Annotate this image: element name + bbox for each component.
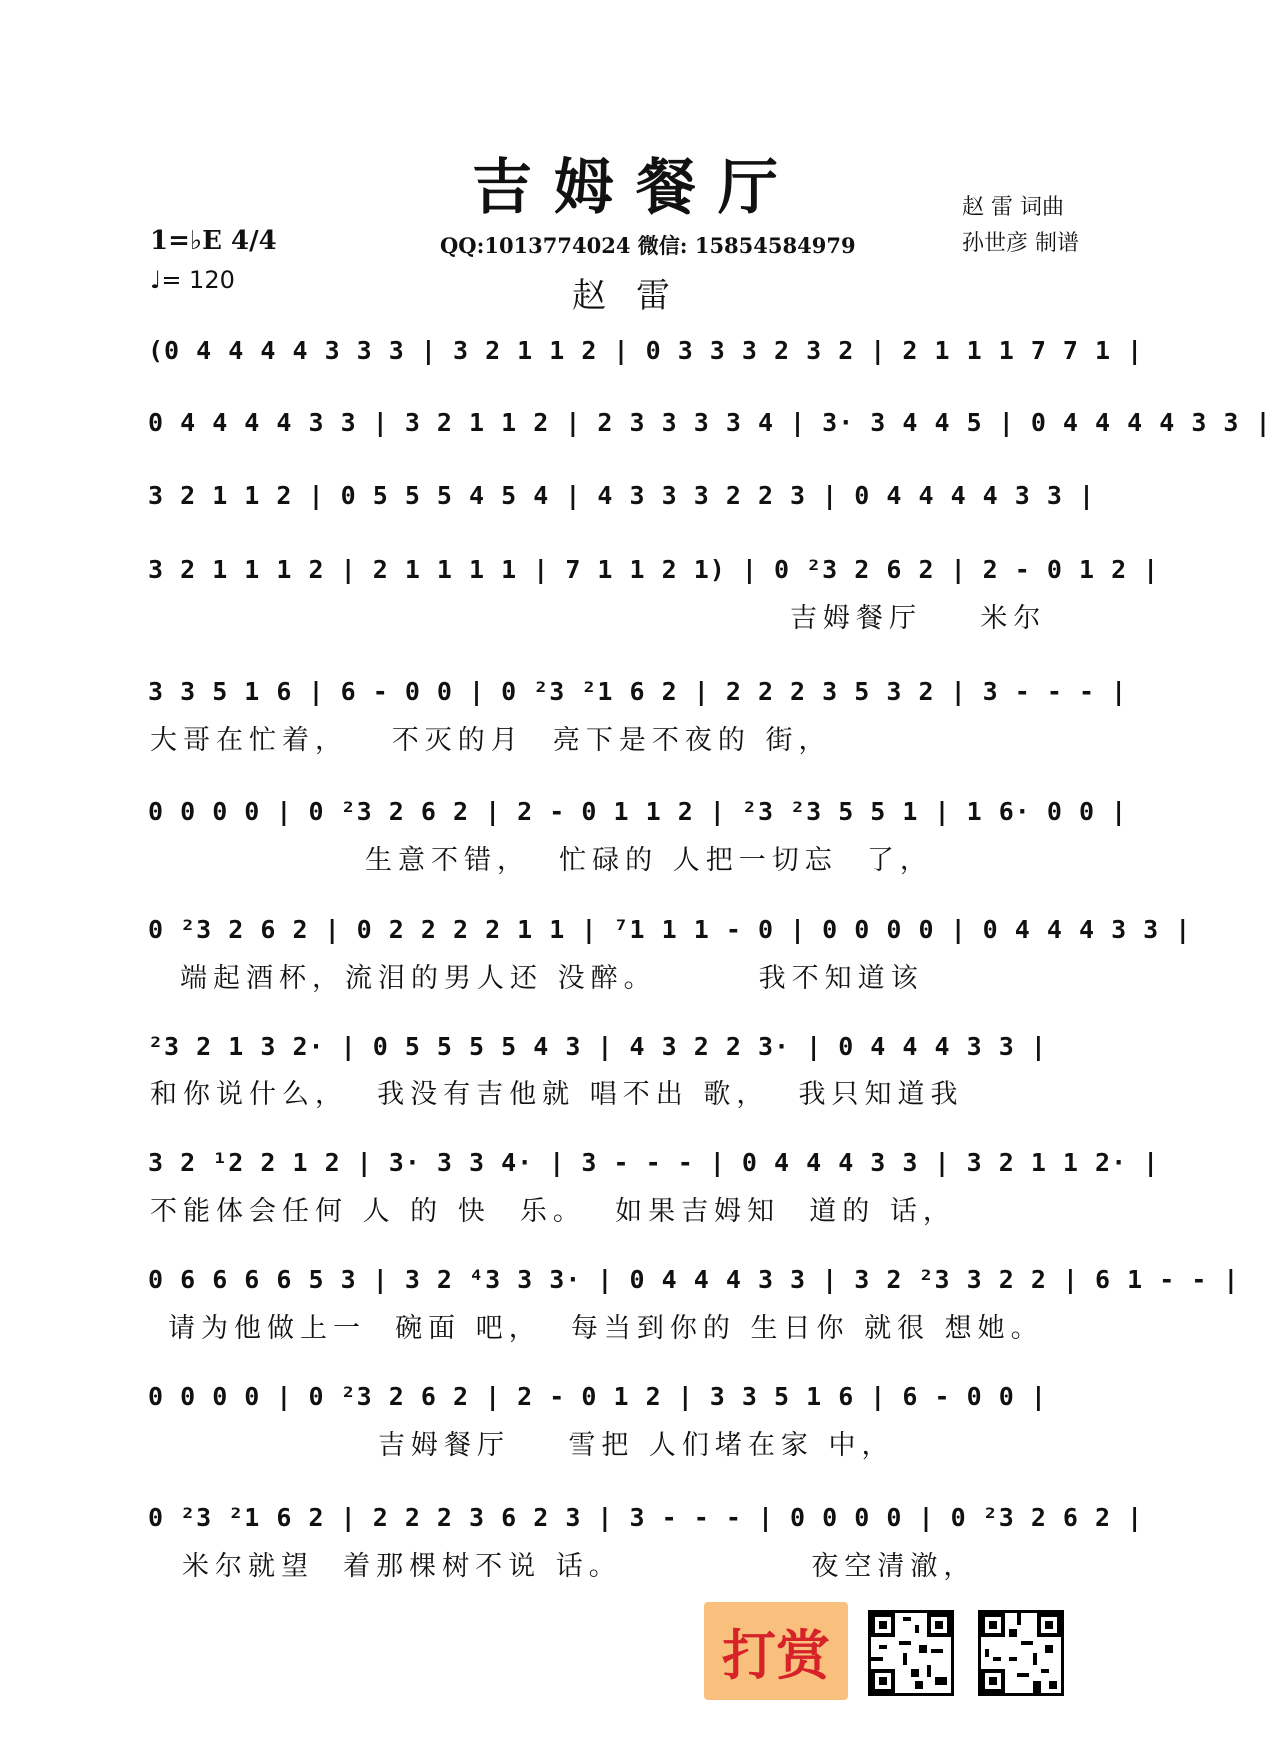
notation-row-1: (0 4 4 4 4 3 3 3 | 3 2 1 1 2 | 0 3 3 3 2 3 2 | 2 1 1 1 7 7 1 | — [148, 336, 1144, 365]
notation-row-5: 3 3 5 1 6 | 6 - 0 0 | 0 ²3 ²1 6 2 | 2 2 2 3 5 3 2 | 3 - - - | — [148, 677, 1128, 706]
notation-row-8: ²3 2 1 3 2· | 0 5 5 5 5 4 3 | 4 3 2 2 3· | 0 4 4 4 3 3 | — [148, 1032, 1047, 1061]
qr-code-icon — [978, 1610, 1064, 1696]
tempo-marking: ♩= 120 — [150, 266, 235, 294]
notation-row-7: 0 ²3 2 6 2 | 0 2 2 2 2 1 1 | ⁷1 1 1 - 0 | 0 0 0 0 | 0 4 4 4 3 3 | — [148, 915, 1192, 944]
singer-name: 赵雷 — [572, 276, 700, 316]
notation-row-4: 3 2 1 1 1 2 | 2 1 1 1 1 | 7 1 1 2 1) | 0 ²3 2 6 2 | 2 - 0 1 2 | — [148, 555, 1160, 584]
reward-button[interactable]: 打赏 — [704, 1602, 848, 1700]
key-signature: 1=♭E 4/4 — [150, 226, 277, 256]
lyric-row-4: 吉姆餐厅 米尔 — [790, 603, 1047, 634]
lyric-row-8: 和你说什么， 我没有吉他就 唱不出 歌， 我只知道我 — [150, 1079, 964, 1110]
notation-row-12: 0 ²3 ²1 6 2 | 2 2 2 3 6 2 3 | 3 - - - | 0 0 0 0 | 0 ²3 2 6 2 | — [148, 1503, 1144, 1532]
credit-transcriber: 孙世彦 制谱 — [962, 231, 1079, 256]
notation-row-6: 0 0 0 0 | 0 ²3 2 6 2 | 2 - 0 1 1 2 | ²3 ²3 5 5 1 | 1 6· 0 0 | — [148, 797, 1128, 826]
notation-row-11: 0 0 0 0 | 0 ²3 2 6 2 | 2 - 0 1 2 | 3 3 5 1 6 | 6 - 0 0 | — [148, 1382, 1047, 1411]
notation-row-9: 3 2 ¹2 2 1 2 | 3· 3 3 4· | 3 - - - | 0 4 4 4 3 3 | 3 2 1 1 2· | — [148, 1148, 1160, 1177]
notation-row-10: 0 6 6 6 6 5 3 | 3 2 ⁴3 3 3· | 0 4 4 4 3 3 | 3 2 ²3 3 2 2 | 6 1 - - | — [148, 1265, 1240, 1294]
notation-row-2: 0 4 4 4 4 3 3 | 3 2 1 1 2 | 2 3 3 3 3 4 | 3· 3 4 4 5 | 0 4 4 4 4 3 3 | — [148, 408, 1272, 437]
notation-row-3: 3 2 1 1 2 | 0 5 5 5 4 5 4 | 4 3 3 3 2 2 3 | 0 4 4 4 4 3 3 | — [148, 481, 1096, 510]
song-title: 吉姆餐厅 — [472, 153, 800, 223]
contact-info: QQ:1013774024 微信: 15854584979 — [440, 233, 856, 258]
lyric-row-9: 不能体会任何 人 的 快 乐。 如果吉姆知 道的 话， — [150, 1196, 956, 1227]
lyric-row-11: 吉姆餐厅 雪把 人们堵在家 中， — [378, 1430, 895, 1461]
lyric-row-5: 大哥在忙着， 不灭的月 亮下是不夜的 街， — [150, 725, 832, 756]
lyric-row-6: 生意不错， 忙碌的 人把一切忘 了， — [365, 845, 933, 876]
lyric-row-12: 米尔就望 着那棵树不说 话。 夜空清澈， — [182, 1551, 977, 1582]
qr-code-icon — [868, 1610, 954, 1696]
lyric-row-7: 端起酒杯，流泪的男人还 没醉。 我不知道该 — [180, 963, 924, 994]
lyric-row-10: 请为他做上一 碗面 吧， 每当到你的 生日你 就很 想她。 — [168, 1313, 1044, 1344]
credit-lyrics-music: 赵 雷 词曲 — [962, 195, 1064, 220]
